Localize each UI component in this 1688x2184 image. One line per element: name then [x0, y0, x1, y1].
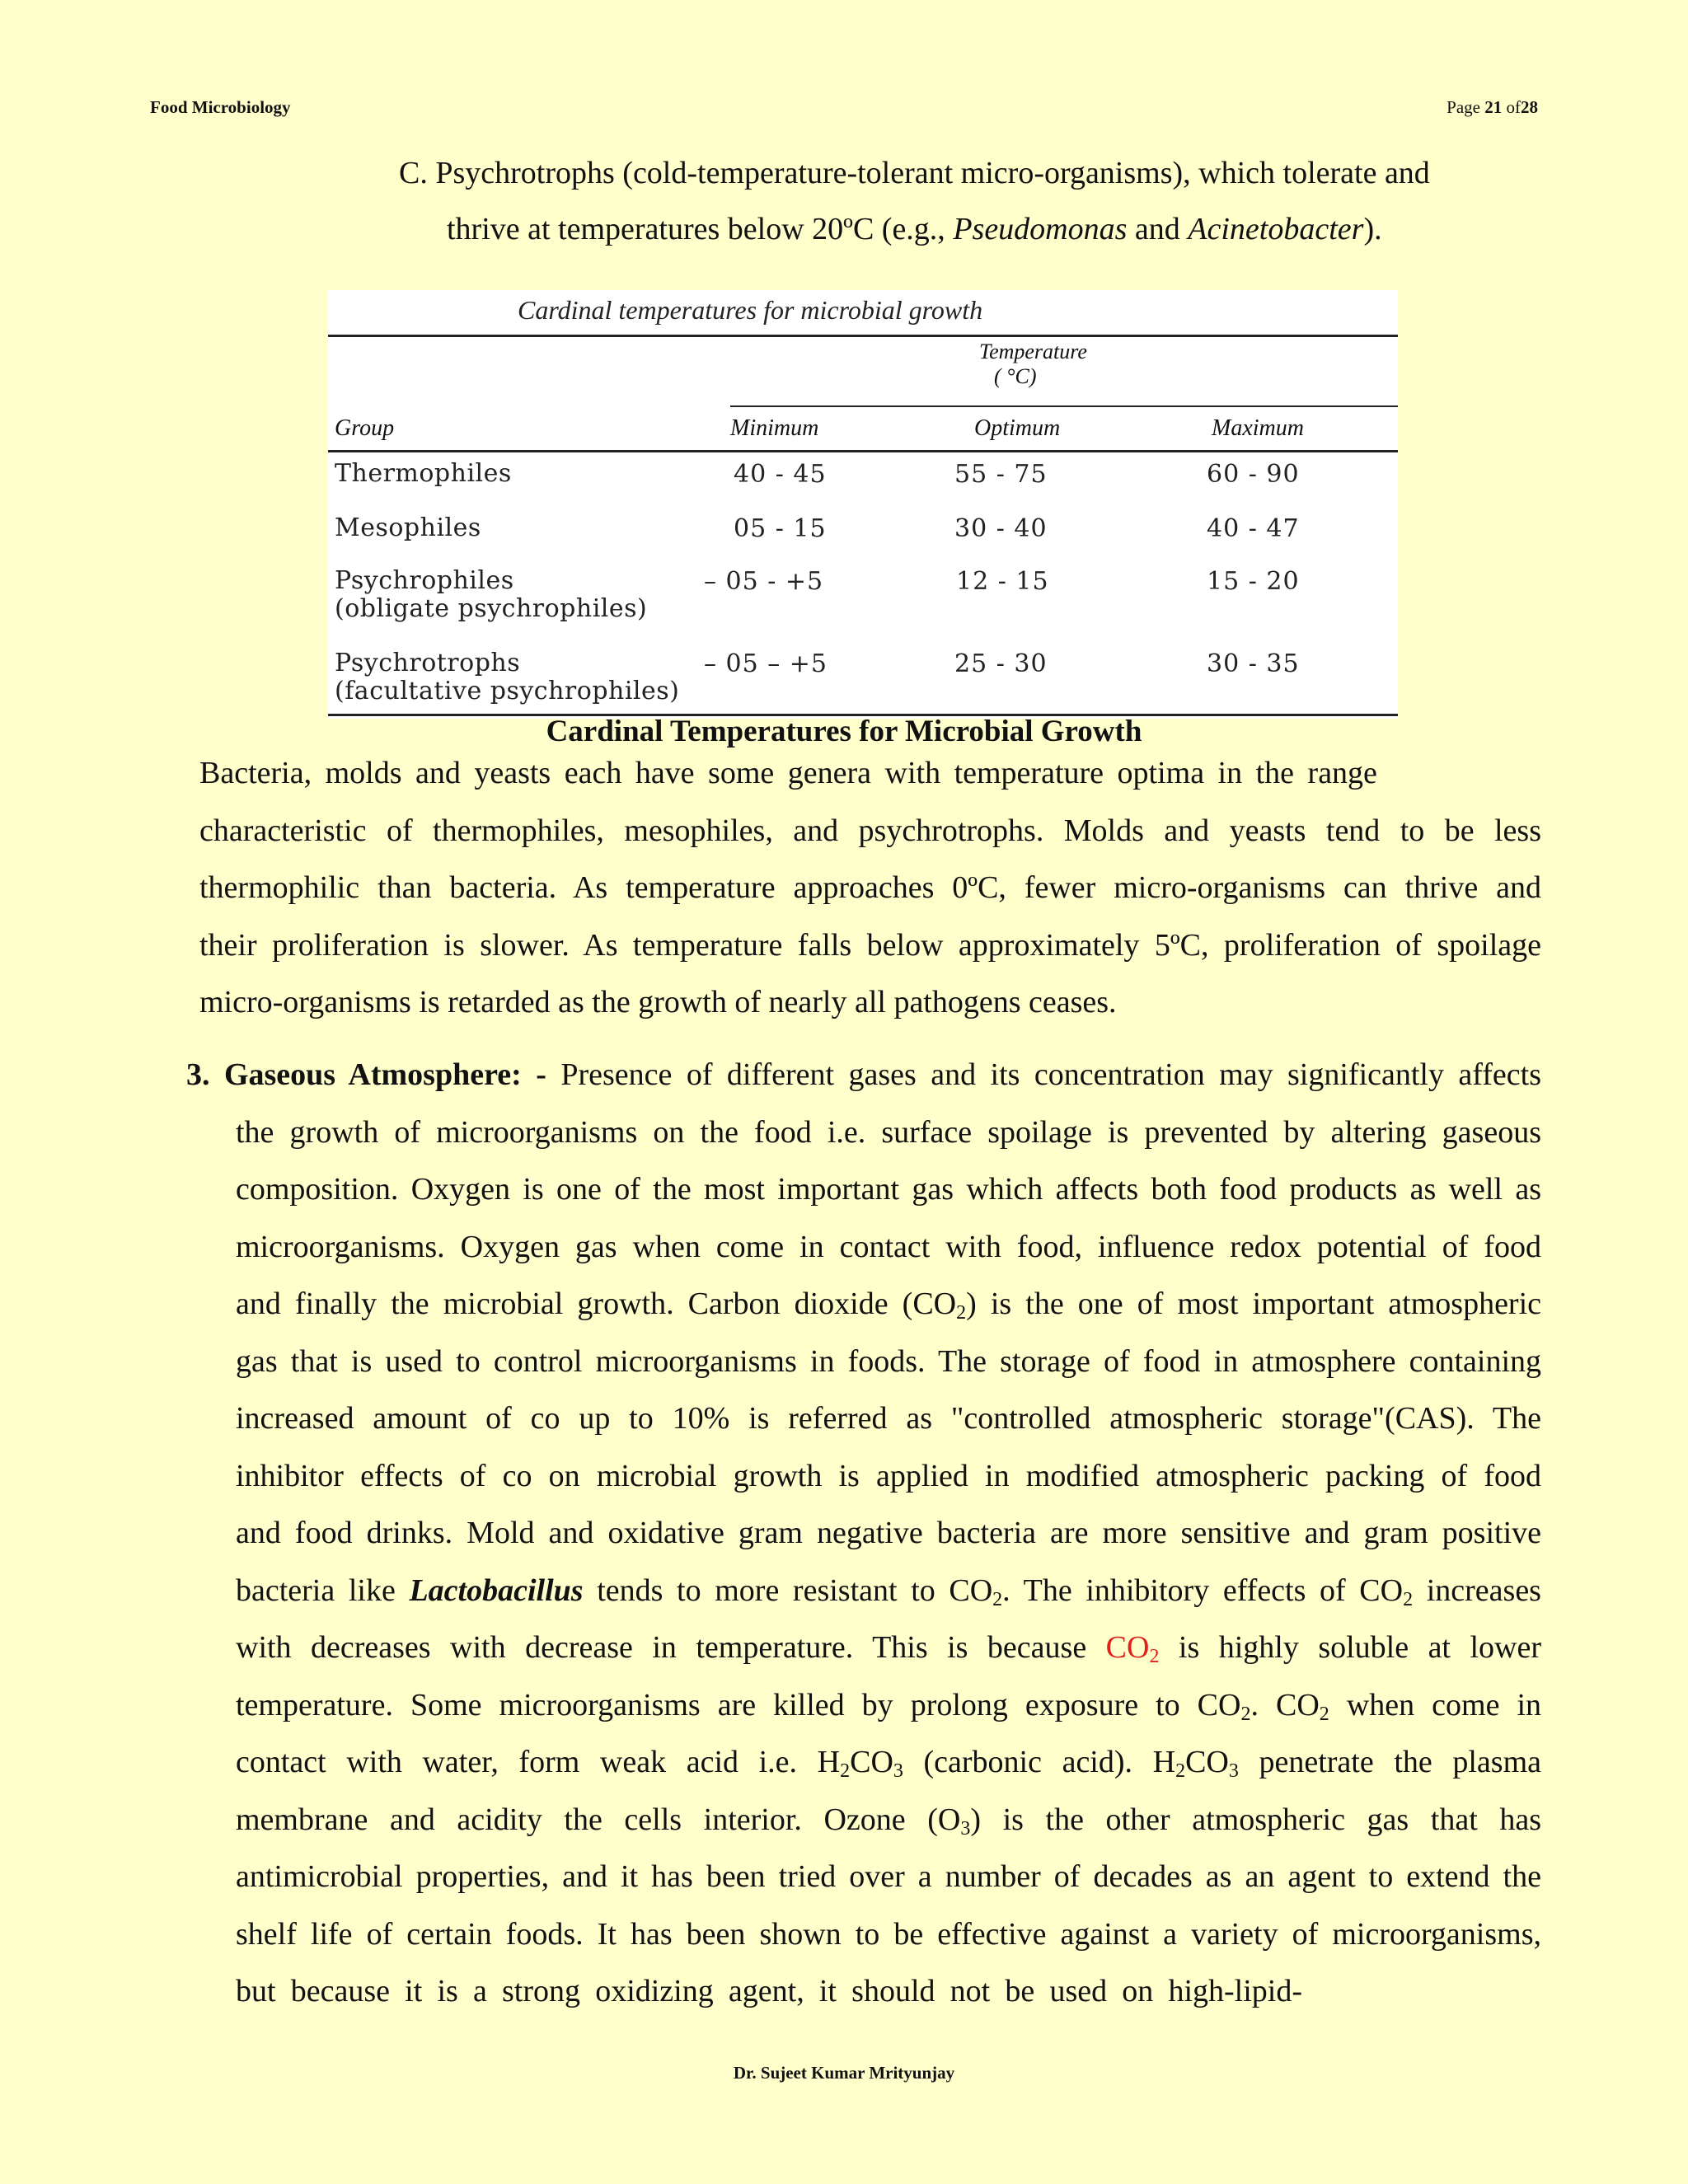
- psychrotrophs-paragraph: [399, 145, 1553, 257]
- section-line: increased amount of co up to 10% is referred as "controlled atmospheric storage"(CAS). The: [236, 1401, 1541, 1436]
- section-line: membrane and acidity the cells interior. Ozone $(O_3)$ is the other atmospheric gas that has: [236, 1802, 1541, 1840]
- page-number: Page 21 of28: [1447, 97, 1538, 117]
- table-top-rule: [328, 335, 1398, 337]
- section-line: microorganisms. Oxygen gas when come in contact with food, influence redox potential of food: [236, 1229, 1541, 1264]
- section-line: contact with water, form weak acid i.e. $H_2CO_3$ (carbonic acid). $H_2CO_3$ penetrate the plasma: [236, 1745, 1541, 1782]
- paragraph-line: micro-organisms is retarded as the growth of nearly all pathogens ceases.: [199, 985, 1117, 1019]
- running-header-title: Food Microbiology: [150, 97, 291, 117]
- row-max: 60 - 90: [1207, 460, 1300, 489]
- row-min: 40 - 45: [734, 460, 827, 489]
- table-caption: Cardinal Temperatures for Microbial Growth: [546, 715, 1142, 748]
- col-group-header: Group: [335, 415, 395, 441]
- section-line: shelf life of certain foods. It has been shown to be effective against a variety of microorganisms,: [236, 1916, 1541, 1952]
- paragraph-line: their proliferation is slower. As temperature falls below approximately 5ºC, proliferation of spoilage: [199, 927, 1541, 963]
- author-footer: Dr. Sujeet Kumar Mrityunjay: [733, 2063, 955, 2083]
- col-max-header: Maximum: [1212, 415, 1304, 441]
- paragraph-line: Bacteria, molds and yeasts each have some genera with temperature optima in the range: [199, 756, 1377, 790]
- row-opt: 55 - 75: [954, 460, 1048, 489]
- row-group: Thermophiles: [335, 459, 512, 488]
- section-line: bacteria like Lactobacillus tends to more resistant to $CO_2$. The inhibitory effects of $CO_2$ increases: [236, 1572, 1541, 1610]
- section-line: with decreases with decrease in temperature. This is because $CO_2$ is highly soluble at lower: [236, 1630, 1541, 1667]
- row-opt: 25 - 30: [954, 649, 1048, 678]
- col-min-header: Minimum: [730, 415, 819, 441]
- section-line: gas that is used to control microorganisms in foods. The storage of food in atmosphere containing: [236, 1343, 1541, 1379]
- row-opt: 30 - 40: [954, 514, 1048, 543]
- section-line: the growth of microorganisms on the food i.e. surface spoilage is prevented by altering gaseous: [236, 1114, 1541, 1150]
- row-min: – 05 – +5: [704, 649, 828, 678]
- temperature-header: Temperature ( °C): [979, 340, 1087, 388]
- row-min: – 05 - +5: [704, 567, 824, 596]
- section-line: and finally the microbial growth. Carbon dioxide $(CO_2)$ is the one of most important atmospheric: [236, 1286, 1542, 1324]
- section-gaseous-atmosphere: [186, 1047, 1541, 2021]
- cardinal-temperatures-table: [328, 290, 1398, 719]
- section-heading: 3. Gaseous Atmosphere: -: [186, 1057, 546, 1092]
- temperature-paragraph: [199, 745, 1541, 1032]
- para-c-line-1: C. Psychrotrophs (cold-temperature-tolerant micro-organisms), which tolerate and: [399, 156, 1430, 190]
- section-line: but because it is a strong oxidizing agent, it should not be used on high-lipid-: [236, 1974, 1302, 2008]
- table-title: Cardinal temperatures for microbial growth: [518, 295, 983, 325]
- row-group: Mesophiles: [335, 513, 481, 542]
- section-line: composition. Oxygen is one of the most important gas which affects both food products as well as: [236, 1172, 1541, 1207]
- temperature-rule: [730, 405, 1398, 407]
- row-group: Psychrophiles (obligate psychrophiles): [335, 566, 648, 623]
- section-line: temperature. Some microorganisms are killed by prolong exposure to $CO_2$. $CO_2$ when come in: [236, 1687, 1542, 1725]
- col-opt-header: Optimum: [974, 415, 1061, 441]
- para-c-line-2: thrive at temperatures below 20ºC (e.g., Pseudomonas and Acinetobacter).: [447, 212, 1382, 246]
- section-line: 3. Gaseous Atmosphere: - Presence of different gases and its concentration may significantly affects: [186, 1057, 1541, 1092]
- section-line: antimicrobial properties, and it has been tried over a number of decades as an agent to extend the: [236, 1859, 1541, 1894]
- row-group: Psychrotrophs (facultative psychrophiles): [335, 649, 680, 705]
- paragraph-line: characteristic of thermophiles, mesophiles, and psychrotrophs. Molds and yeasts tend to be less: [199, 813, 1541, 848]
- row-max: 30 - 35: [1207, 649, 1300, 678]
- row-max: 40 - 47: [1207, 514, 1300, 543]
- row-max: 15 - 20: [1207, 567, 1300, 596]
- row-min: 05 - 15: [734, 514, 827, 543]
- paragraph-line: thermophilic than bacteria. As temperature approaches 0ºC, fewer micro-organisms can thrive and: [199, 870, 1541, 905]
- header-bottom-rule: [328, 450, 1398, 452]
- row-opt: 12 - 15: [956, 567, 1049, 596]
- section-line: inhibitor effects of co on microbial growth is applied in modified atmospheric packing of food: [236, 1458, 1541, 1493]
- section-line: and food drinks. Mold and oxidative gram negative bacteria are more sensitive and gram positive: [236, 1516, 1541, 1550]
